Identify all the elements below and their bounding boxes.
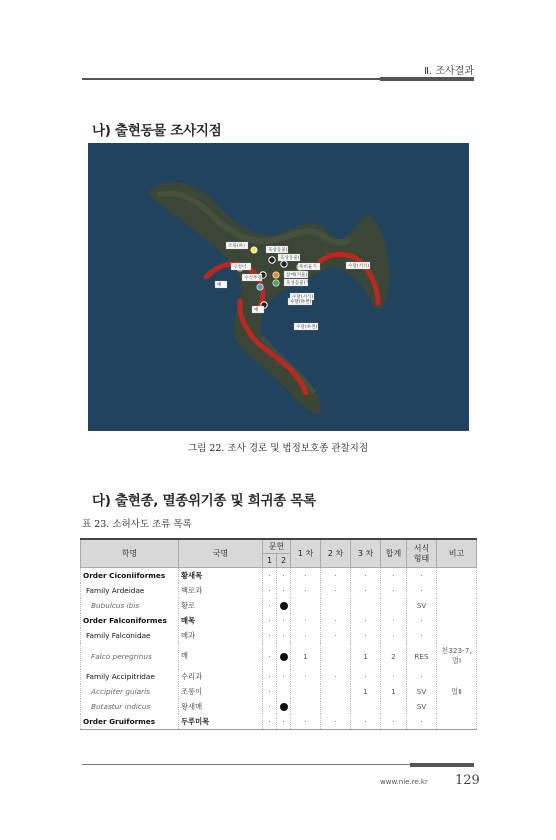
habitat-type-cell: · bbox=[407, 613, 437, 628]
literature-2-cell: · bbox=[277, 568, 291, 584]
literature-1-cell: · bbox=[263, 628, 277, 643]
round-2-cell bbox=[321, 643, 351, 669]
round-1-cell: · bbox=[291, 613, 321, 628]
page-number: 129 bbox=[455, 773, 480, 788]
note-cell bbox=[437, 583, 477, 598]
col-header-total: 합계 bbox=[381, 539, 407, 568]
total-cell: · bbox=[381, 583, 407, 598]
total-cell bbox=[381, 699, 407, 714]
table-row bbox=[81, 684, 477, 699]
habitat-type-cell: · bbox=[407, 669, 437, 684]
table-row bbox=[81, 643, 477, 669]
total-cell: · bbox=[381, 568, 407, 584]
header-rule-accent bbox=[380, 77, 474, 81]
korean-name-cell: 매과 bbox=[179, 628, 263, 643]
habitat-type-cell: · bbox=[407, 568, 437, 584]
literature-2-cell bbox=[277, 699, 291, 714]
round-2-cell: · bbox=[321, 583, 351, 598]
table-row bbox=[81, 714, 477, 730]
habitat-type-cell: SV bbox=[407, 699, 437, 714]
table-row bbox=[81, 613, 477, 628]
table-row bbox=[81, 669, 477, 684]
total-cell: · bbox=[381, 714, 407, 730]
note-cell bbox=[437, 598, 477, 613]
col-header-round-3: 3 차 bbox=[351, 539, 381, 568]
map-label: 육상동물(가) bbox=[280, 256, 306, 261]
scientific-name-cell: Falco peregrinus bbox=[81, 643, 179, 669]
recorded-dot-icon bbox=[280, 653, 288, 661]
footer-url: www.nie.re.kr bbox=[380, 778, 428, 786]
round-1-cell: · bbox=[291, 568, 321, 584]
literature-2-cell: · bbox=[277, 628, 291, 643]
map-label: 수달(하천) bbox=[296, 325, 318, 330]
korean-name-cell: 황새목 bbox=[179, 568, 263, 584]
section-heading-species-list: 다) 출현종, 멸종위기종 및 희귀종 목록 bbox=[92, 493, 316, 509]
round-1-cell bbox=[291, 699, 321, 714]
literature-2-cell: · bbox=[277, 669, 291, 684]
round-2-cell: · bbox=[321, 613, 351, 628]
map-label: 흑비둘기 bbox=[299, 265, 317, 270]
table-row bbox=[81, 598, 477, 613]
korean-name-cell: 매목 bbox=[179, 613, 263, 628]
total-cell: · bbox=[381, 613, 407, 628]
map-label: 구렁이 bbox=[233, 265, 247, 270]
korean-name-cell: 매 bbox=[179, 643, 263, 669]
round-1-cell: · bbox=[291, 714, 321, 730]
scientific-name-cell: Family Falconidae bbox=[81, 628, 179, 643]
note-cell bbox=[437, 568, 477, 584]
round-1-cell bbox=[291, 598, 321, 613]
table-row bbox=[81, 699, 477, 714]
korean-name-cell: 두루미목 bbox=[179, 714, 263, 730]
recorded-dot-icon bbox=[280, 602, 288, 610]
col-header-korean-name: 국명 bbox=[179, 539, 263, 568]
total-cell: 1 bbox=[381, 684, 407, 699]
round-1-cell bbox=[291, 684, 321, 699]
literature-2-cell bbox=[277, 598, 291, 613]
literature-1-cell: · bbox=[263, 643, 277, 669]
habitat-type-cell: RES bbox=[407, 643, 437, 669]
round-3-cell bbox=[351, 699, 381, 714]
map-label: 매 bbox=[254, 308, 259, 313]
literature-2-cell bbox=[277, 643, 291, 669]
scientific-name-cell: Order Gruiformes bbox=[81, 714, 179, 730]
bird-species-table bbox=[80, 538, 477, 730]
map-label: 수달(하천) bbox=[290, 300, 312, 305]
scientific-name-cell: Family Ardeidae bbox=[81, 583, 179, 598]
total-cell: 2 bbox=[381, 643, 407, 669]
literature-2-cell: · bbox=[277, 714, 291, 730]
table-row bbox=[81, 583, 477, 598]
col-header-note: 비고 bbox=[437, 539, 477, 568]
total-cell bbox=[381, 598, 407, 613]
habitat-type-cell: SV bbox=[407, 684, 437, 699]
scientific-name-cell: Bubulcus ibis bbox=[81, 598, 179, 613]
note-cell bbox=[437, 699, 477, 714]
round-3-cell: 1 bbox=[351, 643, 381, 669]
round-2-cell: · bbox=[321, 628, 351, 643]
scientific-name-cell: Family Accipitridae bbox=[81, 669, 179, 684]
literature-1-cell: · bbox=[263, 699, 277, 714]
satellite-map bbox=[88, 143, 469, 431]
round-3-cell: · bbox=[351, 714, 381, 730]
habitat-type-cell: · bbox=[407, 628, 437, 643]
literature-1-cell: · bbox=[263, 684, 277, 699]
col-header-literature: 문헌 bbox=[263, 539, 291, 554]
round-3-cell: · bbox=[351, 628, 381, 643]
note-cell: 멸Ⅱ bbox=[437, 684, 477, 699]
round-2-cell bbox=[321, 598, 351, 613]
literature-2-cell: · bbox=[277, 583, 291, 598]
korean-name-cell: 황로 bbox=[179, 598, 263, 613]
table-row bbox=[81, 628, 477, 643]
scientific-name-cell: Butastur indicus bbox=[81, 699, 179, 714]
total-cell: · bbox=[381, 628, 407, 643]
footer-rule-accent bbox=[410, 763, 474, 767]
literature-1-cell: · bbox=[263, 583, 277, 598]
figure-caption: 그림 22. 조사 경로 및 법정보호종 관찰지점 bbox=[187, 443, 369, 454]
running-header: Ⅱ. 조사결과 bbox=[424, 66, 474, 77]
scientific-name-cell: Order Ciconiiformes bbox=[81, 568, 179, 584]
total-cell: · bbox=[381, 669, 407, 684]
habitat-type-cell: SV bbox=[407, 598, 437, 613]
round-1-cell: · bbox=[291, 669, 321, 684]
korean-name-cell: 왕새매 bbox=[179, 699, 263, 714]
round-3-cell: · bbox=[351, 613, 381, 628]
scientific-name-cell: Accipiter gularis bbox=[81, 684, 179, 699]
col-header-scientific-name: 학명 bbox=[81, 539, 179, 568]
literature-2-cell bbox=[277, 684, 291, 699]
round-2-cell: · bbox=[321, 669, 351, 684]
map-label: 수리부엉이 bbox=[244, 276, 267, 281]
recorded-dot-icon bbox=[280, 703, 288, 711]
round-2-cell: · bbox=[321, 714, 351, 730]
literature-1-cell: · bbox=[263, 613, 277, 628]
table-row bbox=[81, 568, 477, 584]
note-cell: 천323-7, 멸Ⅰ bbox=[437, 643, 477, 669]
round-3-cell: · bbox=[351, 669, 381, 684]
col-header-round-1: 1 차 bbox=[291, 539, 321, 568]
round-1-cell: 1 bbox=[291, 643, 321, 669]
map-label: 참매(겨울) bbox=[286, 273, 308, 278]
map-label: 조류(하) bbox=[228, 244, 245, 249]
round-2-cell bbox=[321, 699, 351, 714]
round-3-cell: · bbox=[351, 568, 381, 584]
literature-1-cell: · bbox=[263, 669, 277, 684]
literature-2-cell: · bbox=[277, 613, 291, 628]
korean-name-cell: 수리과 bbox=[179, 669, 263, 684]
note-cell bbox=[437, 714, 477, 730]
round-2-cell bbox=[321, 684, 351, 699]
literature-1-cell: · bbox=[263, 714, 277, 730]
habitat-type-cell: · bbox=[407, 583, 437, 598]
round-1-cell: · bbox=[291, 628, 321, 643]
map-label: 수달(서식) bbox=[348, 264, 370, 269]
habitat-type-cell: · bbox=[407, 714, 437, 730]
map-label: 매 bbox=[217, 283, 222, 288]
map-label: 수달(서식) bbox=[292, 295, 314, 300]
round-3-cell: · bbox=[351, 583, 381, 598]
literature-1-cell: · bbox=[263, 568, 277, 584]
round-3-cell bbox=[351, 598, 381, 613]
note-cell bbox=[437, 669, 477, 684]
scientific-name-cell: Order Falconiformes bbox=[81, 613, 179, 628]
literature-1-cell: · bbox=[263, 598, 277, 613]
round-2-cell: · bbox=[321, 568, 351, 584]
round-3-cell: 1 bbox=[351, 684, 381, 699]
map-label: 육상동물(가) bbox=[286, 281, 312, 286]
round-1-cell: · bbox=[291, 583, 321, 598]
table-caption: 표 23. 소허사도 조류 목록 bbox=[82, 519, 192, 530]
korean-name-cell: 백로과 bbox=[179, 583, 263, 598]
col-header-round-2: 2 차 bbox=[321, 539, 351, 568]
note-cell bbox=[437, 613, 477, 628]
col-header-literature-2: 2 bbox=[277, 554, 291, 568]
map-label: 육상동물(가) bbox=[268, 248, 294, 253]
korean-name-cell: 조롱이 bbox=[179, 684, 263, 699]
col-header-literature-1: 1 bbox=[263, 554, 277, 568]
col-header-habitat-type: 서식 형태 bbox=[407, 539, 437, 568]
section-heading-survey-points: 나) 출현동물 조사지점 bbox=[92, 123, 222, 139]
note-cell bbox=[437, 628, 477, 643]
